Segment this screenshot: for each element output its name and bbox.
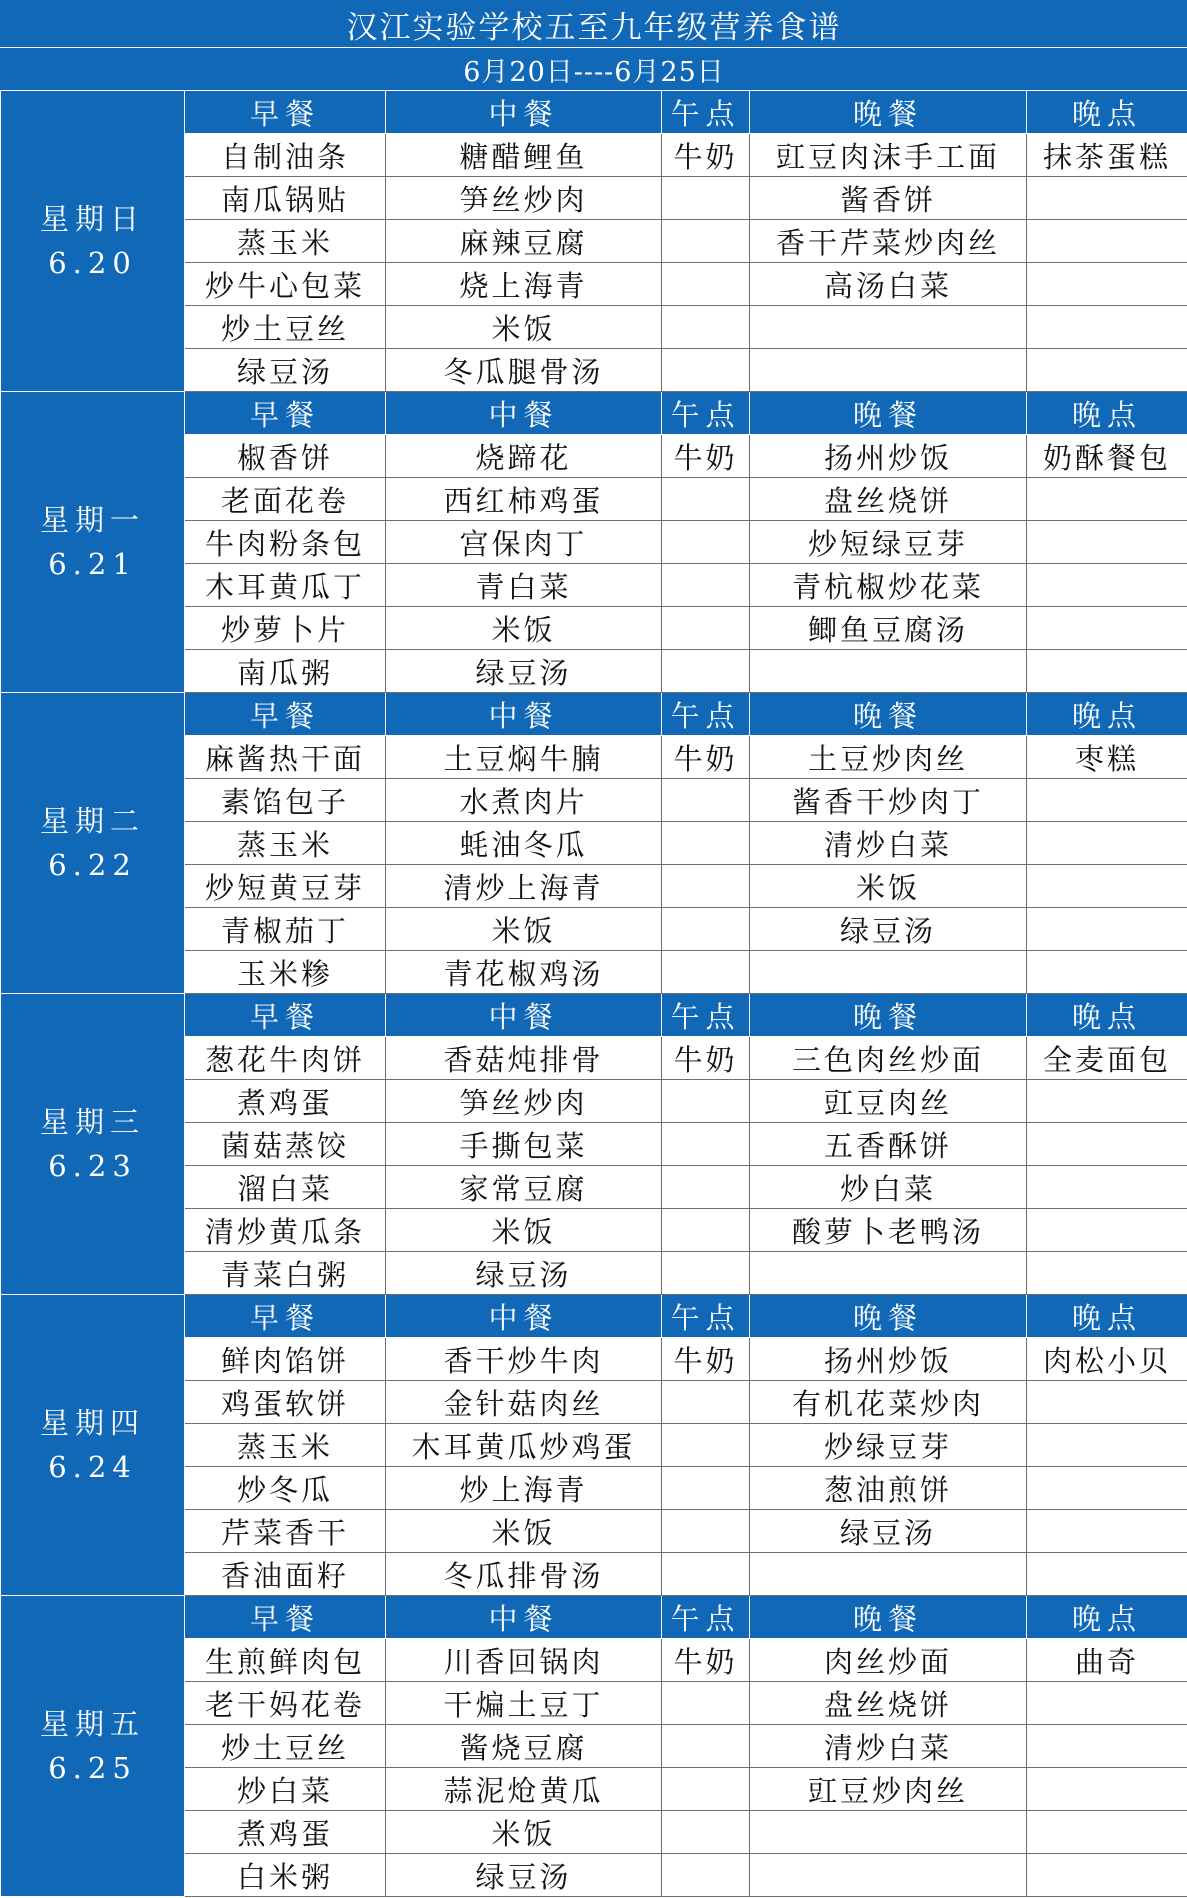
dish-cell-afternoon-snack bbox=[662, 779, 750, 822]
dish-cell-afternoon-snack: 牛奶 bbox=[662, 1037, 750, 1080]
column-header-evening-snack: 晚点 bbox=[1027, 392, 1187, 435]
dish-cell-lunch: 香菇炖排骨 bbox=[386, 1037, 662, 1080]
column-header-afternoon-snack: 午点 bbox=[662, 91, 750, 134]
day-name: 星期五 bbox=[39, 1707, 145, 1741]
column-header-evening-snack: 晚点 bbox=[1027, 91, 1187, 134]
dish-cell-lunch: 绿豆汤 bbox=[386, 1854, 662, 1897]
dish-cell-lunch: 绿豆汤 bbox=[386, 1252, 662, 1295]
column-header-lunch: 中餐 bbox=[386, 693, 662, 736]
dish-cell-lunch: 清炒上海青 bbox=[386, 865, 662, 908]
dish-cell-evening-snack bbox=[1027, 779, 1187, 822]
dish-cell-breakfast: 煮鸡蛋 bbox=[185, 1080, 386, 1123]
dish-cell-lunch: 水煮肉片 bbox=[386, 779, 662, 822]
dish-cell-afternoon-snack: 牛奶 bbox=[662, 435, 750, 478]
dish-cell-afternoon-snack bbox=[662, 650, 750, 693]
dish-cell-evening-snack: 抹茶蛋糕 bbox=[1027, 134, 1187, 177]
dish-cell-lunch: 金针菇肉丝 bbox=[386, 1381, 662, 1424]
dish-cell-dinner: 清炒白菜 bbox=[750, 1725, 1027, 1768]
dish-cell-afternoon-snack: 牛奶 bbox=[662, 1338, 750, 1381]
day-date: 6.21 bbox=[48, 547, 137, 581]
dish-cell-evening-snack: 肉松小贝 bbox=[1027, 1338, 1187, 1381]
day-name: 星期四 bbox=[39, 1406, 145, 1440]
column-header-dinner: 晚餐 bbox=[750, 1596, 1027, 1639]
dish-cell-evening-snack bbox=[1027, 478, 1187, 521]
day-date: 6.20 bbox=[48, 246, 137, 280]
dish-cell-evening-snack bbox=[1027, 1467, 1187, 1510]
dish-cell-afternoon-snack bbox=[662, 1381, 750, 1424]
day-date: 6.25 bbox=[48, 1751, 137, 1785]
dish-cell-lunch: 冬瓜腿骨汤 bbox=[386, 349, 662, 392]
column-header-breakfast: 早餐 bbox=[185, 693, 386, 736]
dish-cell-breakfast: 炒牛心包菜 bbox=[185, 263, 386, 306]
dish-cell-dinner bbox=[750, 349, 1027, 392]
dish-cell-afternoon-snack: 牛奶 bbox=[662, 736, 750, 779]
dish-cell-evening-snack bbox=[1027, 263, 1187, 306]
column-header-afternoon-snack: 午点 bbox=[662, 994, 750, 1037]
dish-cell-breakfast: 炒冬瓜 bbox=[185, 1467, 386, 1510]
dish-cell-dinner: 鲫鱼豆腐汤 bbox=[750, 607, 1027, 650]
dish-cell-lunch: 麻辣豆腐 bbox=[386, 220, 662, 263]
dish-cell-afternoon-snack bbox=[662, 1854, 750, 1897]
dish-cell-dinner: 有机花菜炒肉 bbox=[750, 1381, 1027, 1424]
dish-cell-afternoon-snack bbox=[662, 1209, 750, 1252]
column-header-afternoon-snack: 午点 bbox=[662, 1295, 750, 1338]
dish-cell-evening-snack bbox=[1027, 177, 1187, 220]
dish-cell-evening-snack bbox=[1027, 1381, 1187, 1424]
dish-cell-evening-snack bbox=[1027, 1080, 1187, 1123]
dish-cell-breakfast: 香油面籽 bbox=[185, 1553, 386, 1596]
dish-cell-dinner: 香干芹菜炒肉丝 bbox=[750, 220, 1027, 263]
dish-cell-breakfast: 生煎鲜肉包 bbox=[185, 1639, 386, 1682]
dish-cell-dinner: 绿豆汤 bbox=[750, 908, 1027, 951]
dish-cell-breakfast: 炒短黄豆芽 bbox=[185, 865, 386, 908]
dish-cell-dinner: 酸萝卜老鸭汤 bbox=[750, 1209, 1027, 1252]
dish-cell-breakfast: 蒸玉米 bbox=[185, 822, 386, 865]
dish-cell-lunch: 西红柿鸡蛋 bbox=[386, 478, 662, 521]
dish-cell-evening-snack bbox=[1027, 1553, 1187, 1596]
dish-cell-dinner: 酱香干炒肉丁 bbox=[750, 779, 1027, 822]
dish-cell-afternoon-snack bbox=[662, 521, 750, 564]
dish-cell-dinner: 米饭 bbox=[750, 865, 1027, 908]
dish-cell-breakfast: 炒土豆丝 bbox=[185, 306, 386, 349]
dish-cell-afternoon-snack bbox=[662, 349, 750, 392]
meal-header-row bbox=[1, 91, 1187, 134]
column-header-breakfast: 早餐 bbox=[185, 91, 386, 134]
dish-cell-dinner: 盘丝烧饼 bbox=[750, 478, 1027, 521]
column-header-lunch: 中餐 bbox=[386, 1596, 662, 1639]
dish-cell-lunch: 土豆焖牛腩 bbox=[386, 736, 662, 779]
column-header-breakfast: 早餐 bbox=[185, 392, 386, 435]
dish-cell-afternoon-snack bbox=[662, 1166, 750, 1209]
column-header-breakfast: 早餐 bbox=[185, 994, 386, 1037]
dish-cell-evening-snack bbox=[1027, 306, 1187, 349]
dish-cell-dinner: 炒短绿豆芽 bbox=[750, 521, 1027, 564]
dish-cell-breakfast: 蒸玉米 bbox=[185, 1424, 386, 1467]
dish-cell-lunch: 木耳黄瓜炒鸡蛋 bbox=[386, 1424, 662, 1467]
dish-cell-breakfast: 椒香饼 bbox=[185, 435, 386, 478]
dish-cell-lunch: 手撕包菜 bbox=[386, 1123, 662, 1166]
day-date: 6.24 bbox=[48, 1450, 137, 1484]
dish-cell-lunch: 干煸土豆丁 bbox=[386, 1682, 662, 1725]
column-header-evening-snack: 晚点 bbox=[1027, 1295, 1187, 1338]
dish-cell-evening-snack bbox=[1027, 908, 1187, 951]
dish-cell-lunch: 绿豆汤 bbox=[386, 650, 662, 693]
column-header-lunch: 中餐 bbox=[386, 994, 662, 1037]
dish-cell-afternoon-snack bbox=[662, 1252, 750, 1295]
dish-cell-lunch: 家常豆腐 bbox=[386, 1166, 662, 1209]
dish-cell-dinner bbox=[750, 650, 1027, 693]
dish-cell-dinner bbox=[750, 1811, 1027, 1854]
dish-cell-breakfast: 牛肉粉条包 bbox=[185, 521, 386, 564]
dish-cell-lunch: 烧上海青 bbox=[386, 263, 662, 306]
menu-title: 汉江实验学校五至九年级营养食谱 bbox=[1, 1, 1187, 48]
dish-cell-breakfast: 南瓜粥 bbox=[185, 650, 386, 693]
dish-cell-evening-snack bbox=[1027, 1725, 1187, 1768]
dish-cell-lunch: 米饭 bbox=[386, 908, 662, 951]
day-name: 星期三 bbox=[39, 1105, 145, 1139]
dish-cell-afternoon-snack bbox=[662, 478, 750, 521]
meal-header-row bbox=[1, 1596, 1187, 1639]
dish-cell-breakfast: 木耳黄瓜丁 bbox=[185, 564, 386, 607]
dish-cell-breakfast: 鲜肉馅饼 bbox=[185, 1338, 386, 1381]
dish-cell-dinner: 土豆炒肉丝 bbox=[750, 736, 1027, 779]
dish-cell-lunch: 米饭 bbox=[386, 1811, 662, 1854]
dish-cell-evening-snack bbox=[1027, 1252, 1187, 1295]
column-header-breakfast: 早餐 bbox=[185, 1295, 386, 1338]
dish-cell-afternoon-snack bbox=[662, 951, 750, 994]
dish-cell-evening-snack: 曲奇 bbox=[1027, 1639, 1187, 1682]
dish-cell-dinner: 炒白菜 bbox=[750, 1166, 1027, 1209]
dish-cell-dinner bbox=[750, 951, 1027, 994]
dish-cell-lunch: 笋丝炒肉 bbox=[386, 1080, 662, 1123]
day-label bbox=[1, 994, 185, 1295]
dish-cell-breakfast: 蒸玉米 bbox=[185, 220, 386, 263]
dish-cell-dinner: 高汤白菜 bbox=[750, 263, 1027, 306]
dish-cell-dinner: 炒绿豆芽 bbox=[750, 1424, 1027, 1467]
meal-header-row bbox=[1, 693, 1187, 736]
dish-cell-afternoon-snack bbox=[662, 908, 750, 951]
dish-cell-lunch: 笋丝炒肉 bbox=[386, 177, 662, 220]
dish-cell-breakfast: 南瓜锅贴 bbox=[185, 177, 386, 220]
title-row bbox=[1, 1, 1187, 48]
dish-cell-breakfast: 素馅包子 bbox=[185, 779, 386, 822]
dish-cell-dinner: 肉丝炒面 bbox=[750, 1639, 1027, 1682]
dish-cell-evening-snack bbox=[1027, 1424, 1187, 1467]
dish-cell-lunch: 青花椒鸡汤 bbox=[386, 951, 662, 994]
column-header-dinner: 晚餐 bbox=[750, 1295, 1027, 1338]
dish-cell-evening-snack bbox=[1027, 1811, 1187, 1854]
dish-cell-dinner bbox=[750, 1252, 1027, 1295]
dish-cell-afternoon-snack bbox=[662, 263, 750, 306]
dish-cell-afternoon-snack bbox=[662, 220, 750, 263]
date-row bbox=[1, 48, 1187, 91]
dish-cell-lunch: 宫保肉丁 bbox=[386, 521, 662, 564]
dish-cell-afternoon-snack bbox=[662, 1811, 750, 1854]
dish-cell-afternoon-snack bbox=[662, 1768, 750, 1811]
dish-cell-dinner: 葱油煎饼 bbox=[750, 1467, 1027, 1510]
dish-cell-lunch: 米饭 bbox=[386, 1209, 662, 1252]
dish-cell-evening-snack bbox=[1027, 607, 1187, 650]
dish-cell-breakfast: 清炒黄瓜条 bbox=[185, 1209, 386, 1252]
day-label bbox=[1, 392, 185, 693]
column-header-dinner: 晚餐 bbox=[750, 91, 1027, 134]
dish-cell-breakfast: 玉米糁 bbox=[185, 951, 386, 994]
day-label bbox=[1, 693, 185, 994]
column-header-dinner: 晚餐 bbox=[750, 994, 1027, 1037]
column-header-lunch: 中餐 bbox=[386, 91, 662, 134]
dish-cell-breakfast: 葱花牛肉饼 bbox=[185, 1037, 386, 1080]
dish-cell-evening-snack: 奶酥餐包 bbox=[1027, 435, 1187, 478]
dish-cell-afternoon-snack bbox=[662, 1080, 750, 1123]
column-header-lunch: 中餐 bbox=[386, 392, 662, 435]
dish-cell-lunch: 川香回锅肉 bbox=[386, 1639, 662, 1682]
dish-cell-breakfast: 炒土豆丝 bbox=[185, 1725, 386, 1768]
dish-cell-breakfast: 麻酱热干面 bbox=[185, 736, 386, 779]
dish-cell-breakfast: 炒萝卜片 bbox=[185, 607, 386, 650]
dish-cell-lunch: 糖醋鲤鱼 bbox=[386, 134, 662, 177]
column-header-dinner: 晚餐 bbox=[750, 693, 1027, 736]
dish-cell-dinner: 豇豆肉沫手工面 bbox=[750, 134, 1027, 177]
day-label bbox=[1, 1295, 185, 1596]
dish-cell-lunch: 米饭 bbox=[386, 607, 662, 650]
date-range: 6月20日----6月25日 bbox=[1, 48, 1187, 91]
dish-cell-lunch: 香干炒牛肉 bbox=[386, 1338, 662, 1381]
dish-cell-breakfast: 老面花卷 bbox=[185, 478, 386, 521]
dish-cell-breakfast: 青菜白粥 bbox=[185, 1252, 386, 1295]
dish-cell-breakfast: 自制油条 bbox=[185, 134, 386, 177]
day-date: 6.22 bbox=[48, 848, 137, 882]
dish-cell-afternoon-snack bbox=[662, 1123, 750, 1166]
day-name: 星期一 bbox=[39, 503, 145, 537]
day-label bbox=[1, 1596, 185, 1897]
dish-cell-dinner: 豇豆肉丝 bbox=[750, 1080, 1027, 1123]
column-header-evening-snack: 晚点 bbox=[1027, 994, 1187, 1037]
dish-cell-breakfast: 炒白菜 bbox=[185, 1768, 386, 1811]
dish-cell-evening-snack: 全麦面包 bbox=[1027, 1037, 1187, 1080]
dish-cell-afternoon-snack bbox=[662, 306, 750, 349]
dish-cell-afternoon-snack: 牛奶 bbox=[662, 134, 750, 177]
column-header-afternoon-snack: 午点 bbox=[662, 693, 750, 736]
dish-cell-breakfast: 芹菜香干 bbox=[185, 1510, 386, 1553]
dish-cell-evening-snack bbox=[1027, 951, 1187, 994]
menu-body bbox=[1, 1, 1187, 1897]
dish-cell-afternoon-snack bbox=[662, 1725, 750, 1768]
dish-cell-afternoon-snack bbox=[662, 1424, 750, 1467]
dish-cell-evening-snack bbox=[1027, 822, 1187, 865]
day-name: 星期日 bbox=[39, 202, 145, 236]
dish-cell-dinner bbox=[750, 1854, 1027, 1897]
dish-cell-dinner: 盘丝烧饼 bbox=[750, 1682, 1027, 1725]
dish-cell-dinner: 清炒白菜 bbox=[750, 822, 1027, 865]
dish-cell-evening-snack bbox=[1027, 1682, 1187, 1725]
dish-cell-lunch: 酱烧豆腐 bbox=[386, 1725, 662, 1768]
dish-cell-lunch: 青白菜 bbox=[386, 564, 662, 607]
dish-cell-dinner: 豇豆炒肉丝 bbox=[750, 1768, 1027, 1811]
dish-cell-breakfast: 鸡蛋软饼 bbox=[185, 1381, 386, 1424]
dish-cell-lunch: 冬瓜排骨汤 bbox=[386, 1553, 662, 1596]
dish-cell-breakfast: 溜白菜 bbox=[185, 1166, 386, 1209]
day-label bbox=[1, 91, 185, 392]
dish-cell-lunch: 蚝油冬瓜 bbox=[386, 822, 662, 865]
dish-cell-evening-snack bbox=[1027, 1768, 1187, 1811]
day-date: 6.23 bbox=[48, 1149, 137, 1183]
dish-cell-breakfast: 煮鸡蛋 bbox=[185, 1811, 386, 1854]
dish-cell-evening-snack bbox=[1027, 1123, 1187, 1166]
dish-cell-afternoon-snack bbox=[662, 177, 750, 220]
dish-cell-evening-snack bbox=[1027, 521, 1187, 564]
dish-cell-breakfast: 老干妈花卷 bbox=[185, 1682, 386, 1725]
dish-cell-evening-snack bbox=[1027, 1209, 1187, 1252]
dish-cell-dinner: 扬州炒饭 bbox=[750, 435, 1027, 478]
dish-cell-dinner: 青杭椒炒花菜 bbox=[750, 564, 1027, 607]
dish-cell-breakfast: 青椒茄丁 bbox=[185, 908, 386, 951]
dish-cell-afternoon-snack bbox=[662, 1682, 750, 1725]
dish-cell-evening-snack bbox=[1027, 1854, 1187, 1897]
column-header-lunch: 中餐 bbox=[386, 1295, 662, 1338]
meal-header-row bbox=[1, 1295, 1187, 1338]
dish-cell-dinner bbox=[750, 1553, 1027, 1596]
dish-cell-evening-snack bbox=[1027, 650, 1187, 693]
column-header-afternoon-snack: 午点 bbox=[662, 1596, 750, 1639]
dish-cell-afternoon-snack bbox=[662, 865, 750, 908]
meal-header-row bbox=[1, 392, 1187, 435]
dish-cell-evening-snack bbox=[1027, 349, 1187, 392]
dish-cell-afternoon-snack: 牛奶 bbox=[662, 1639, 750, 1682]
dish-cell-evening-snack bbox=[1027, 1510, 1187, 1553]
dish-cell-lunch: 米饭 bbox=[386, 1510, 662, 1553]
column-header-evening-snack: 晚点 bbox=[1027, 693, 1187, 736]
meal-header-row bbox=[1, 994, 1187, 1037]
dish-cell-dinner: 三色肉丝炒面 bbox=[750, 1037, 1027, 1080]
dish-cell-evening-snack: 枣糕 bbox=[1027, 736, 1187, 779]
dish-cell-dinner: 五香酥饼 bbox=[750, 1123, 1027, 1166]
dish-cell-afternoon-snack bbox=[662, 1510, 750, 1553]
dish-cell-afternoon-snack bbox=[662, 1553, 750, 1596]
dish-cell-evening-snack bbox=[1027, 865, 1187, 908]
column-header-breakfast: 早餐 bbox=[185, 1596, 386, 1639]
dish-cell-dinner: 绿豆汤 bbox=[750, 1510, 1027, 1553]
dish-cell-dinner bbox=[750, 306, 1027, 349]
column-header-evening-snack: 晚点 bbox=[1027, 1596, 1187, 1639]
column-header-afternoon-snack: 午点 bbox=[662, 392, 750, 435]
dish-cell-breakfast: 绿豆汤 bbox=[185, 349, 386, 392]
dish-cell-evening-snack bbox=[1027, 220, 1187, 263]
dish-cell-dinner: 酱香饼 bbox=[750, 177, 1027, 220]
dish-cell-evening-snack bbox=[1027, 564, 1187, 607]
dish-cell-lunch: 烧蹄花 bbox=[386, 435, 662, 478]
dish-cell-afternoon-snack bbox=[662, 1467, 750, 1510]
dish-cell-afternoon-snack bbox=[662, 607, 750, 650]
dish-cell-evening-snack bbox=[1027, 1166, 1187, 1209]
dish-cell-lunch: 蒜泥炝黄瓜 bbox=[386, 1768, 662, 1811]
dish-cell-afternoon-snack bbox=[662, 564, 750, 607]
dish-cell-breakfast: 菌菇蒸饺 bbox=[185, 1123, 386, 1166]
dish-cell-lunch: 炒上海青 bbox=[386, 1467, 662, 1510]
dish-cell-lunch: 米饭 bbox=[386, 306, 662, 349]
day-name: 星期二 bbox=[39, 804, 145, 838]
column-header-dinner: 晚餐 bbox=[750, 392, 1027, 435]
dish-cell-afternoon-snack bbox=[662, 822, 750, 865]
dish-cell-breakfast: 白米粥 bbox=[185, 1854, 386, 1897]
dish-cell-dinner: 扬州炒饭 bbox=[750, 1338, 1027, 1381]
